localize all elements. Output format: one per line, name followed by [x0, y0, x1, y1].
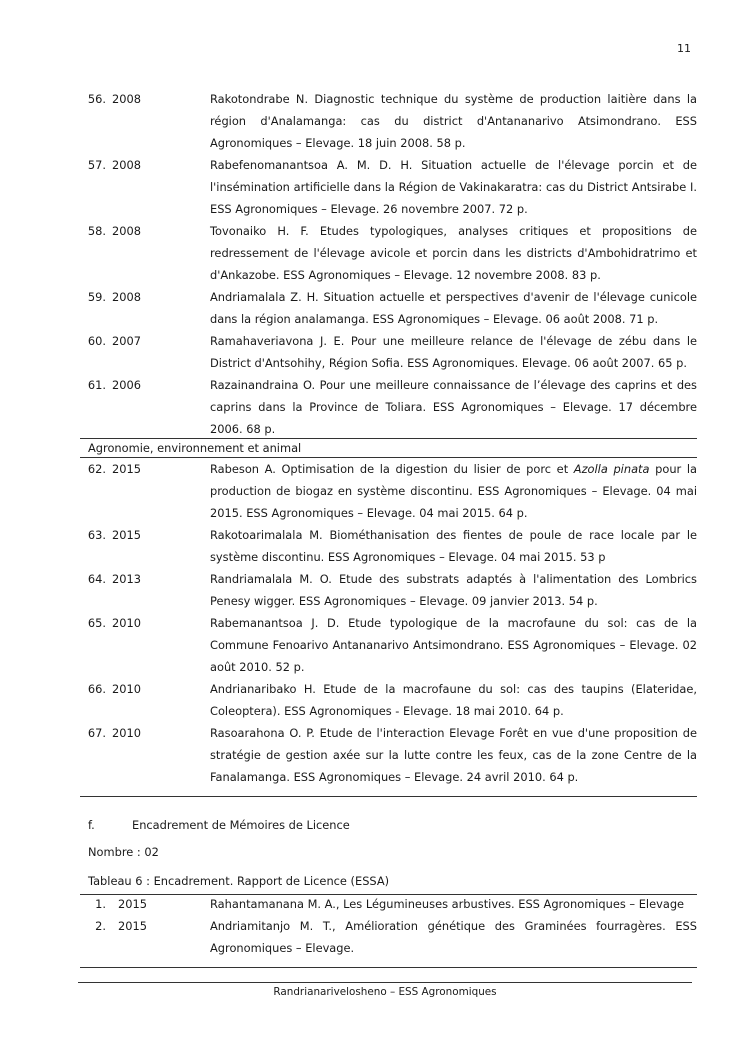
entry-text: Ramahaveriavona J. E. Pour une meilleure relance de l'élevage de zébu dans le District d'Antsohihy, Région Sofia. ESS Agronomiques. Elevage. 06 août 2007. 65 p.: [210, 334, 697, 370]
list-item: [80, 722, 697, 788]
entry-number: 67.: [87, 726, 106, 740]
entry-number: 60.: [87, 334, 106, 348]
entry-number: 65.: [87, 616, 106, 630]
entry-text: Randriamalala M. O. Etude des substrats adaptés à l'alimentation des Lombrics Penesy wigger. ESS Agronomiques – Elevage. 09 janvier 2013. 54 p.: [210, 572, 697, 608]
footer: Randrianarivelosheno – ESS Agronomiques: [273, 986, 497, 998]
count-line: Nombre : 02: [88, 845, 159, 859]
subsection-letter: f.: [88, 818, 95, 832]
entry-number: 61.: [87, 378, 106, 392]
entry-year: 2015: [118, 897, 147, 911]
entry-year: 2007: [112, 334, 141, 348]
entry-number: 57.: [87, 158, 106, 172]
table-row: [80, 893, 697, 915]
subsection-title: Encadrement de Mémoires de Licence: [132, 818, 350, 832]
entry-number: 66.: [87, 682, 106, 696]
list-item: [80, 220, 697, 286]
list-item: [80, 568, 697, 612]
entry-text: Andriamalala Z. H. Situation actuelle et perspectives d'avenir de l'élevage cunicole dans la région analamanga. ESS Agronomiques – Elevage. 06 août 2008. 71 p.: [210, 290, 697, 326]
entry-text-part: Rabeson A. Optimisation de la digestion du lisier de porc et: [210, 462, 574, 476]
entry-number: 1.: [95, 897, 106, 911]
entry-year: 2008: [112, 158, 141, 172]
entry-number: 56.: [87, 92, 106, 106]
list-item: [80, 286, 697, 330]
list-item: [80, 612, 697, 678]
page-number: 11: [677, 42, 691, 55]
entries-top: [80, 88, 697, 440]
entry-year: 2015: [118, 919, 147, 933]
entry-year: 2010: [112, 726, 141, 740]
entry-text: [210, 458, 697, 524]
list-item: [80, 678, 697, 722]
licence-table: [80, 894, 697, 968]
entry-year: 2008: [112, 224, 141, 238]
divider: [80, 967, 697, 968]
entry-year: 2015: [112, 462, 141, 476]
entry-text: Rabemanantsoa J. D. Etude typologique de la macrofaune du sol: cas de la Commune Fenoarivo Antananarivo Antsimondrano. ESS Agronomiques – Elevage. 02 août 2010. 52 p.: [210, 616, 697, 674]
entries-bottom: [80, 458, 697, 797]
list-item: [80, 330, 697, 374]
entry-text: Razainandraina O. Pour une meilleure connaissance de l’élevage des caprins et des caprins dans la Province de Toliara. ESS Agronomiques – Elevage. 17 décembre 2006. 68 p.: [210, 378, 697, 436]
entry-year: 2010: [112, 682, 141, 696]
list-item: [80, 154, 697, 220]
table-caption: Tableau 6 : Encadrement. Rapport de Licence (ESSA): [88, 874, 390, 888]
list-item: [80, 524, 697, 568]
entry-text: Rakotoarimalala M. Biométhanisation des fientes de poule de race locale par le système discontinu. ESS Agronomiques – Elevage. 04 mai 2015. 53 p: [210, 528, 697, 564]
entry-text: Tovonaiko H. F. Etudes typologiques, analyses critiques et propositions de redressement de l'élevage avicole et porcin dans les districts d'Ambohidratrimo et d'Ankazobe. ESS Agronomiques – Elevage. 12 novembre 2008. 83 p.: [210, 224, 697, 282]
entry-year: 2010: [112, 616, 141, 630]
entry-number: 59.: [87, 290, 106, 304]
footer-divider: [78, 982, 692, 983]
list-item: [80, 458, 697, 524]
entry-text: Rahantamanana M. A., Les Légumineuses arbustives. ESS Agronomiques – Elevage: [210, 897, 685, 911]
species-name: Azolla pinata: [573, 462, 650, 476]
entry-year: 2006: [112, 378, 141, 392]
entry-text: Rasoarahona O. P. Etude de l'interaction Elevage Forêt en vue d'une proposition de stratégie de gestion axée sur la lutte contre les feux, cas de la zone Centre de la Fanalamanga. ESS Agronomiques – Elevage. 24 avril 2010. 64 p.: [210, 726, 697, 784]
entry-text: Andriamitanjo M. T., Amélioration génétique des Graminées fourragères. ESS Agronomiques – Elevage.: [210, 919, 697, 955]
subsection-heading: [88, 818, 350, 832]
entry-number: 62.: [87, 462, 106, 476]
section-title: Agronomie, environnement et animal: [88, 441, 302, 455]
section-header: [80, 438, 697, 458]
entry-text: Andrianaribako H. Etude de la macrofaune du sol: cas des taupins (Elateridae, Coleoptera). ESS Agronomiques - Elevage. 18 mai 2010. 64 p.: [210, 682, 697, 718]
table-row: [80, 915, 697, 959]
entry-text: Rakotondrabe N. Diagnostic technique du système de production laitière dans la région d'Analamanga: cas du district d'Antananarivo Atsimondrano. ESS Agronomiques – Elevage. 18 juin 2008. 58 p.: [210, 92, 697, 150]
entry-year: 2008: [112, 290, 141, 304]
list-item: [80, 374, 697, 440]
entry-number: 2.: [95, 919, 106, 933]
entry-year: 2008: [112, 92, 141, 106]
entry-number: 64.: [87, 572, 106, 586]
entry-text-part: pour la production de biogaz en système discontinu. ESS Agronomiques – Elevage. 04 mai 2015. ESS Agronomiques – Elevage. 04 mai 2015. 64 p.: [210, 462, 697, 520]
entry-text: Rabefenomanantsoa A. M. D. H. Situation actuelle de l'élevage porcin et de l'insémination artificielle dans la Région de Vakinakaratra: cas du District Antsirabe I. ESS Agronomiques – Elevage. 26 novembre 2007. 72 p.: [210, 158, 697, 216]
entry-number: 58.: [87, 224, 106, 238]
list-item: [80, 88, 697, 154]
divider: [80, 796, 697, 797]
entry-number: 63.: [87, 528, 106, 542]
entry-year: 2015: [112, 528, 141, 542]
entry-year: 2013: [112, 572, 141, 586]
